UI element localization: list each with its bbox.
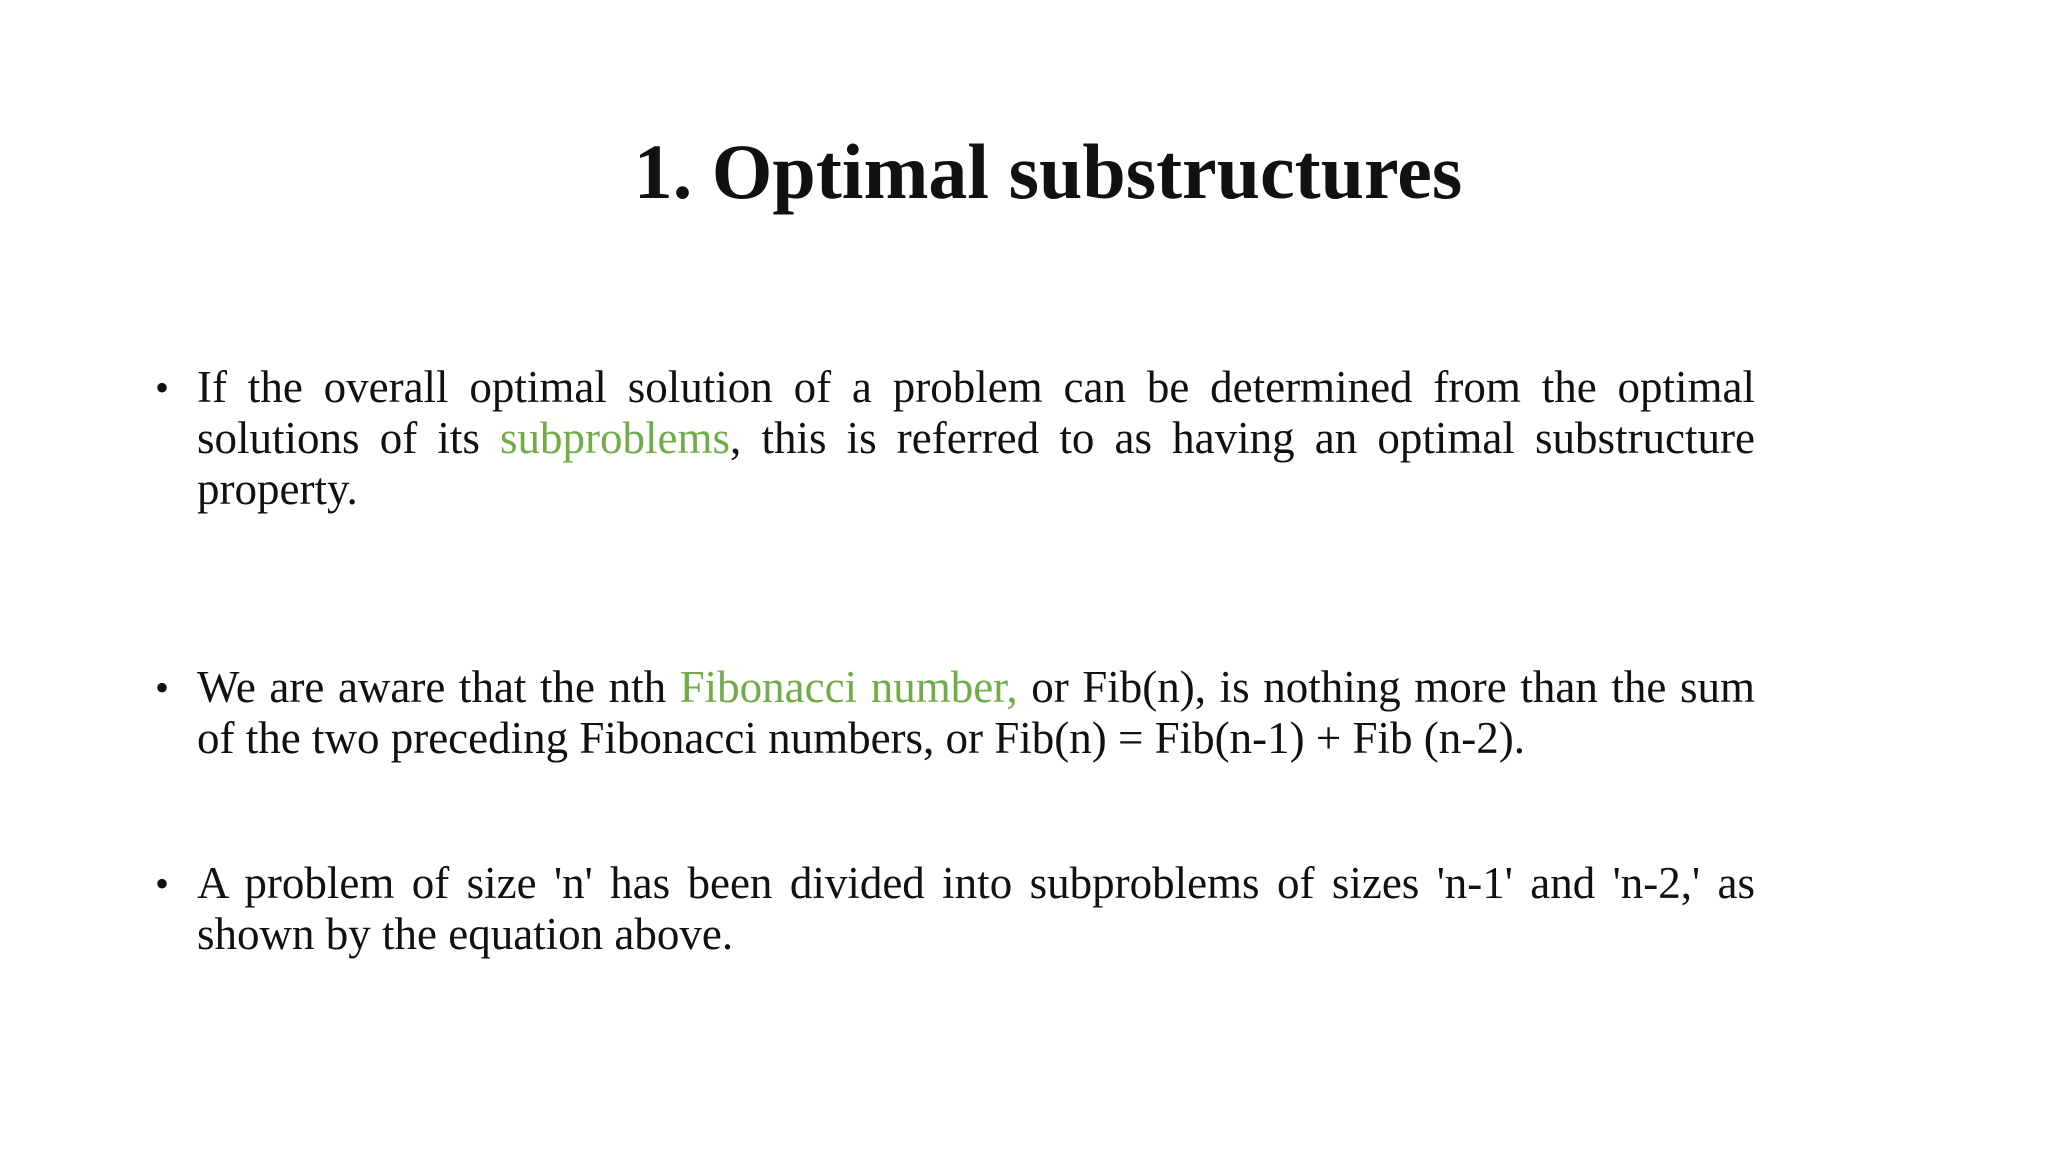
bullet-item-fibonacci [155,662,1755,764]
slide-title: 1. Optimal substructures [633,128,1463,215]
bullet-1-text-start: If the overall optimal solution of a problem can be determined from the optimal solutions of its [197,362,1755,463]
bullet-1-text-end: , this is referred to as having an optimal substructure property. [197,413,1755,514]
bullet-item-optimal-substructure [155,362,1755,515]
bullet-marker: • [155,665,170,710]
fibonacci-number-highlight: Fibonacci number, [679,662,1018,712]
bullet-2-text-start: We are aware that the nth [197,662,680,712]
subproblems-highlight: subproblems [500,413,731,463]
bullet-3-text: A problem of size 'n' has been divided into subproblems of sizes 'n-1' and 'n-2,' as shown by the equation above. [197,858,1755,959]
bullet-marker: • [155,861,170,906]
bullet-marker: • [155,365,170,410]
bullet-2-text-end: or Fib(n), is nothing more than the sum of the two preceding Fibonacci numbers, or Fib(n) = Fib(n-1) + Fib (n-2). [197,662,1755,763]
bullet-item-problem-division [155,858,1755,960]
bullet-list [155,362,1755,1107]
